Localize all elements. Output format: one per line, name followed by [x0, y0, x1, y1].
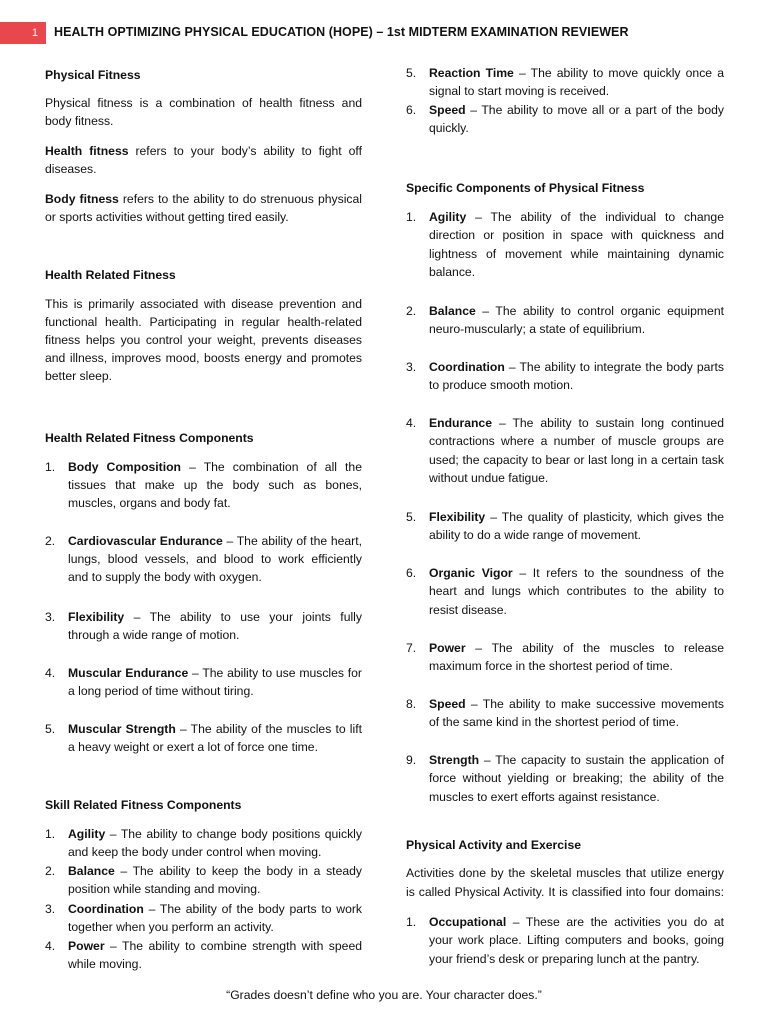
list-item-text: – The ability to make successive movements	[465, 697, 724, 711]
list-number: 1.	[45, 460, 56, 474]
list-number: 2.	[45, 534, 56, 548]
paragraph-line: is called Physical Activity. It is classified into four domains:	[406, 885, 724, 899]
list-item-line	[68, 825, 362, 843]
list-item-text: – It refers to the soundness of the	[512, 566, 724, 580]
list-item-text: – The combination of all the	[181, 460, 362, 474]
list-item-text: – The ability to integrate the body parts	[504, 360, 724, 374]
page-header	[0, 22, 768, 44]
term-health-fitness: Health fitness	[45, 144, 129, 158]
list-item-text: – These are the activities you do at	[506, 915, 724, 929]
paragraph-line: better sleep.	[45, 369, 113, 383]
list-item-term: Organic Vigor	[429, 566, 513, 580]
list-item-line	[429, 358, 724, 376]
list-item-line: a heavy weight or exert a lot of force one time.	[68, 740, 318, 754]
list-item-text: – The ability of the muscles to lift	[175, 722, 362, 736]
list-item-text: – The ability of the muscles to release	[465, 641, 724, 655]
list-item-term: Agility	[429, 210, 467, 224]
paragraph-line	[45, 190, 362, 208]
list-item-line: muscles to exert efforts against resistance.	[429, 790, 660, 804]
list-item-line: muscles, organs and body fat.	[68, 496, 231, 510]
list-item-line: signal to start moving is received.	[429, 84, 610, 98]
paragraph-line: body fitness.	[45, 114, 114, 128]
list-item-line: heart and lungs which contributes to the ability to	[429, 584, 724, 598]
list-item-line	[68, 937, 362, 955]
section-heading-physical-fitness: Physical Fitness	[45, 68, 141, 82]
paragraph-line: or sports activities without getting tired easily.	[45, 210, 289, 224]
list-number: 3.	[45, 902, 56, 916]
paragraph-line: functional health. Participating in regular health-related	[45, 315, 362, 329]
list-number: 6.	[406, 103, 417, 117]
section-heading-specific-components: Specific Components of Physical Fitness	[406, 181, 645, 195]
list-item-line: force without yielding or breaking; the ability of the	[429, 771, 724, 785]
list-number: 3.	[45, 610, 56, 624]
list-item-term: Speed	[429, 103, 466, 117]
list-item-line: and keep the body under control when moving.	[68, 845, 322, 859]
list-item-line	[429, 913, 724, 931]
list-item-term: Power	[429, 641, 466, 655]
list-item-line: neuro-muscularly; a state of equilibrium.	[429, 322, 646, 336]
paragraph-text: refers to the ability to do strenuous physical	[118, 192, 362, 206]
list-item-term: Balance	[429, 304, 476, 318]
list-item-line: without undue fatigue.	[429, 471, 549, 485]
list-item-line	[68, 664, 362, 682]
list-item-text: – The ability to use your joints fully	[124, 610, 362, 624]
paragraph-line: fitness helps you control your weight, prevents diseases	[45, 333, 362, 347]
list-item-term: Agility	[68, 827, 106, 841]
list-item-term: Power	[68, 939, 105, 953]
list-item-line	[68, 720, 362, 738]
list-number: 1.	[406, 210, 417, 224]
list-item-line	[68, 608, 362, 626]
list-item-text: – The quality of plasticity, which gives the	[485, 510, 724, 524]
list-item-line	[429, 695, 724, 713]
list-item-text: – The ability to combine strength with speed	[104, 939, 362, 953]
list-item-text: – The ability of the individual to change	[466, 210, 724, 224]
list-item-text: – The ability to use muscles for	[188, 666, 362, 680]
paragraph-line	[45, 142, 362, 160]
list-item-term: Coordination	[429, 360, 505, 374]
list-item-term: Reaction Time	[429, 66, 514, 80]
list-item-line	[429, 639, 724, 657]
list-item-line	[68, 458, 362, 476]
list-number: 9.	[406, 753, 417, 767]
list-item-term: Occupational	[429, 915, 507, 929]
list-item-line: through a wide range of motion.	[68, 628, 240, 642]
list-item-line	[429, 64, 724, 82]
paragraph-line: Activities done by the skeletal muscles that utilize energy	[406, 866, 724, 880]
list-number: 2.	[45, 864, 56, 878]
list-item-line: tissues that make up the body such as bones,	[68, 478, 362, 492]
list-item-line: your friend’s desk or preparing lunch at the pantry.	[429, 952, 700, 966]
list-item-term: Balance	[68, 864, 115, 878]
list-item-text: – The ability to move quickly once a	[513, 66, 724, 80]
paragraph-line: Physical fitness is a combination of health fitness and	[45, 96, 362, 110]
section-heading-health-related-fitness: Health Related Fitness	[45, 268, 176, 282]
list-item-line: contractions where a number of muscle groups are	[429, 434, 724, 448]
list-item-line: while moving.	[68, 957, 142, 971]
list-item-line	[68, 532, 362, 550]
list-item-line: direction or position in space with quickness and	[429, 228, 724, 242]
list-number: 5.	[45, 722, 56, 736]
list-item-line	[68, 862, 362, 880]
list-item-line: resist disease.	[429, 603, 507, 617]
section-heading-physical-activity: Physical Activity and Exercise	[406, 838, 582, 852]
list-item-line	[429, 751, 724, 769]
list-number: 4.	[45, 666, 56, 680]
list-item-line: lightness of movement while maintaining dynamic	[429, 247, 724, 261]
list-number: 2.	[406, 304, 417, 318]
list-item-text: – The ability of the heart,	[222, 534, 362, 548]
list-item-line: to produce smooth motion.	[429, 378, 574, 392]
document-title: HEALTH OPTIMIZING PHYSICAL EDUCATION (HOPE) – 1st MIDTERM EXAMINATION REVIEWER	[54, 25, 629, 39]
list-item-term: Coordination	[68, 902, 144, 916]
list-number: 3.	[406, 360, 417, 374]
list-item-term: Flexibility	[68, 610, 125, 624]
paragraph-line: and illness, improves mood, boosts energy and promotes	[45, 351, 362, 365]
list-number: 5.	[406, 66, 417, 80]
section-heading-hr-components: Health Related Fitness Components	[45, 431, 254, 445]
list-item-line: quickly.	[429, 121, 469, 135]
list-item-text: – The ability to sustain long continued	[492, 416, 724, 430]
list-item-line	[429, 302, 724, 320]
paragraph-line: This is primarily associated with disease prevention and	[45, 297, 362, 311]
list-item-line: your work place. Lifting computers and books, going	[429, 933, 724, 947]
list-item-term: Speed	[429, 697, 466, 711]
list-item-line: and to supply the body with oxygen.	[68, 570, 262, 584]
list-item-line	[429, 208, 724, 226]
list-item-term: Cardiovascular Endurance	[68, 534, 223, 548]
list-item-term: Body Composition	[68, 460, 182, 474]
list-item-line: a long period of time without tiring.	[68, 684, 254, 698]
list-item-text: – The capacity to sustain the application of	[479, 753, 724, 767]
list-number: 1.	[406, 915, 417, 929]
list-item-text: – The ability to keep the body in a steady	[114, 864, 362, 878]
list-item-line	[429, 508, 724, 526]
list-number: 5.	[406, 510, 417, 524]
list-item-text: – The ability of the body parts to work	[143, 902, 362, 916]
list-item-line	[429, 564, 724, 582]
list-number: 8.	[406, 697, 417, 711]
list-item-term: Flexibility	[429, 510, 486, 524]
paragraph-line: diseases.	[45, 162, 97, 176]
list-item-line: balance.	[429, 265, 476, 279]
list-item-line	[68, 900, 362, 918]
list-number: 1.	[45, 827, 56, 841]
page-number-badge: 1	[0, 22, 46, 44]
list-item-line: used; the capacity to bear or last long in a certain task	[429, 453, 724, 467]
term-body-fitness: Body fitness	[45, 192, 119, 206]
list-item-term: Muscular Endurance	[68, 666, 189, 680]
list-number: 7.	[406, 641, 417, 655]
footer-quote: “Grades doesn’t define who you are. Your character does.”	[226, 988, 542, 1002]
list-item-line	[429, 414, 724, 432]
list-item-line: position while standing and moving.	[68, 882, 261, 896]
section-heading-sr-components: Skill Related Fitness Components	[45, 798, 242, 812]
list-item-text: – The ability to control organic equipment	[475, 304, 724, 318]
list-item-term: Strength	[429, 753, 480, 767]
list-item-term: Muscular Strength	[68, 722, 176, 736]
list-number: 6.	[406, 566, 417, 580]
list-item-text: – The ability to move all or a part of the body	[465, 103, 724, 117]
list-item-line: maximum force in the shortest period of time.	[429, 659, 673, 673]
list-number: 4.	[406, 416, 417, 430]
list-item-term: Endurance	[429, 416, 492, 430]
list-item-line: lungs, blood vessels, and blood to work efficiently	[68, 552, 362, 566]
list-item-line: ability to do a wide range of movement.	[429, 528, 642, 542]
list-number: 4.	[45, 939, 56, 953]
paragraph-text: refers to your body’s ability to fight off	[128, 144, 362, 158]
list-item-line: together when you perform an activity.	[68, 920, 274, 934]
list-item-text: – The ability to change body positions quickly	[105, 827, 362, 841]
list-item-line	[429, 101, 724, 119]
list-item-line: of the same kind in the shortest period of time.	[429, 715, 679, 729]
